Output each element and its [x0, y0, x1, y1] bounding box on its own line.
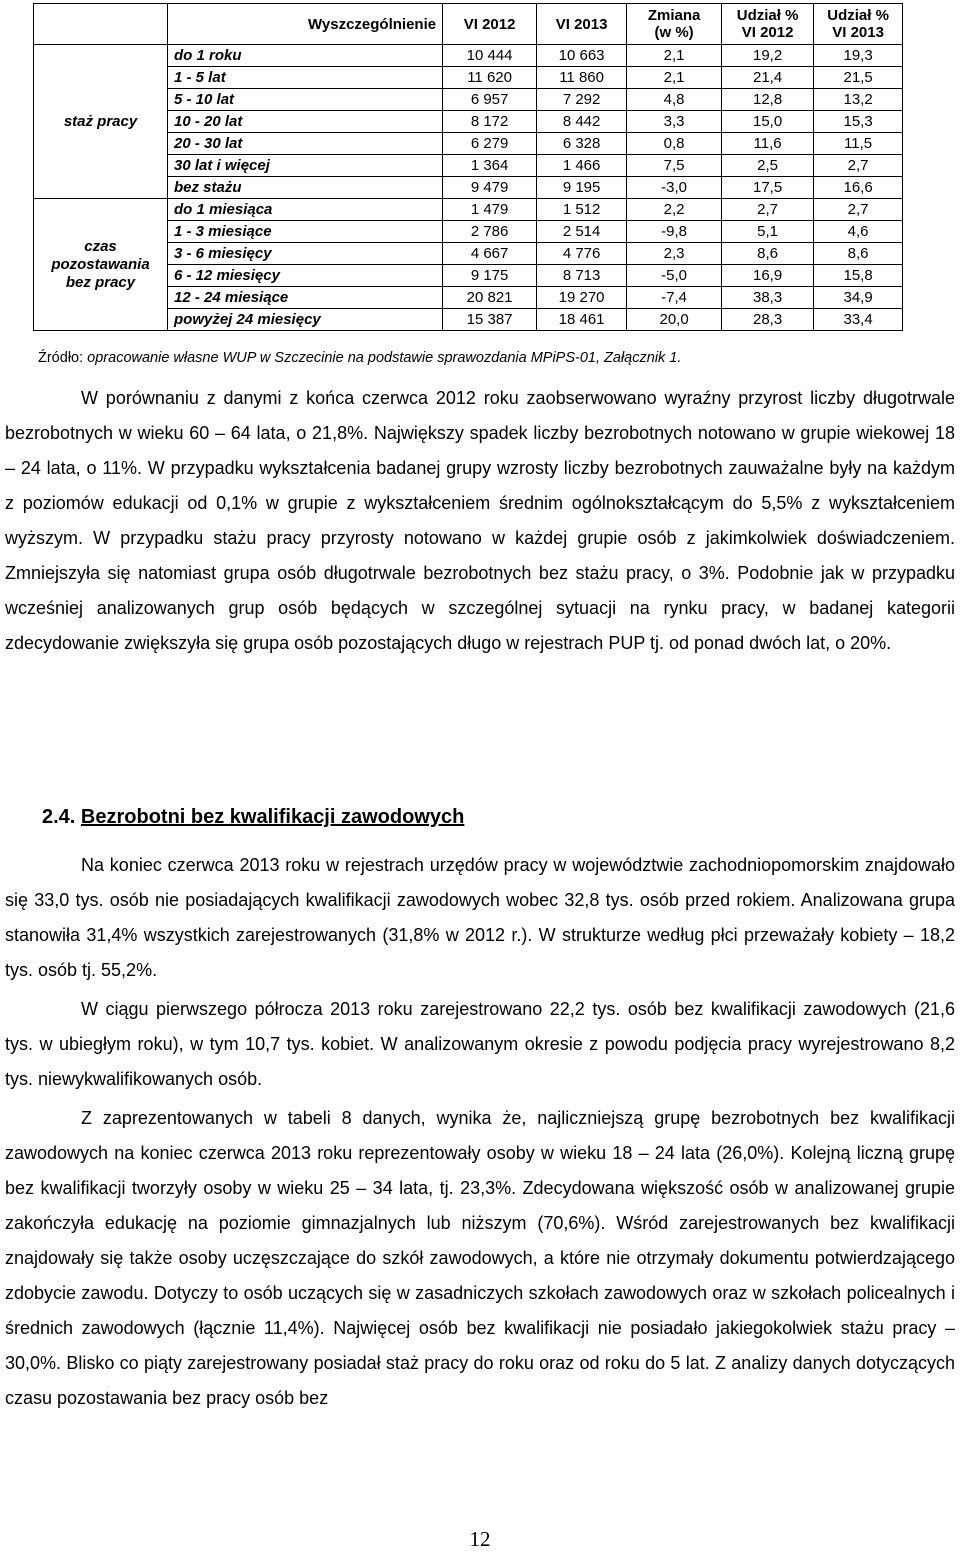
cell-share2013: 19,3: [814, 45, 903, 67]
header-blank-cell: [34, 4, 168, 45]
section-title: Bezrobotni bez kwalifikacji zawodowych: [80, 806, 465, 828]
header-vi2012: VI 2012: [443, 4, 537, 45]
source-text: opracowanie własne WUP w Szczecinie na podstawie sprawozdania MPiPS-01, Załącznik 1.: [83, 350, 682, 366]
row-label: 1 - 5 lat: [168, 67, 443, 89]
header-share2013: [814, 4, 903, 45]
row-label: 3 - 6 miesięcy: [168, 243, 443, 265]
paragraph-4: Z zaprezentowanych w tabeli 8 danych, wynika że, najliczniejszą grupę bezrobotnych bez kwalifikacji zawodowych na koniec czerwca 2013 roku reprezentowały osoby w wieku 18 – 24 lata (26,0%). Kolejną liczną grupę bez kwalifikacji tworzyły osoby w wieku 25 – 34 lata, tj. 23,3%. Zdecydowana większość osób w analizowanej grupie zakończyła edukację na poziomie gimnazjalnych lub niższym (70,6%). Wśród zarejestrowanych bez kwalifikacji znajdowały się także osoby uczęszczające do szkół zawodowych, a które nie otrzymały dokumentu potwierdzającego zdobycie zawodu. Dotyczy to osób uczących się w zasadniczych szkołach zawodowych oraz w szkołach policealnych i średnich zawodowych (łącznie 11,4%). Najwięcej osób bez kwalifikacji nie posiadało jakiegokolwiek stażu pracy – 30,0%. Blisko co piąty zarejestrowany posiadał staż pracy do roku oraz od roku do 5 lat. Z analizy danych dotyczących czasu pozostawania bez pracy osób bez: [5, 1108, 955, 1408]
group-label-staz-pracy: staż pracy: [34, 45, 168, 199]
cell-change: 2,2: [627, 199, 722, 221]
cell-share2012: 16,9: [722, 265, 814, 287]
cell-change: -7,4: [627, 287, 722, 309]
header-item: Wyszczególnienie: [168, 4, 443, 45]
header-share2012-line2: VI 2012: [741, 24, 794, 41]
cell-share2012: 11,6: [722, 133, 814, 155]
cell-vi2012: 8 172: [443, 111, 537, 133]
cell-vi2013: 8 713: [537, 265, 627, 287]
cell-vi2013: 18 461: [537, 309, 627, 331]
group-label-line1: czas: [84, 237, 117, 255]
cell-share2013: 33,4: [814, 309, 903, 331]
header-share2012-line1: Udział %: [736, 7, 799, 24]
cell-share2013: 15,3: [814, 111, 903, 133]
cell-vi2012: 2 786: [443, 221, 537, 243]
header-vi2013: VI 2013: [537, 4, 627, 45]
cell-change: 2,1: [627, 45, 722, 67]
paragraph-3: W ciągu pierwszego półrocza 2013 roku zarejestrowano 22,2 tys. osób bez kwalifikacji zawodowych (21,6 tys. w ubiegłym roku), w tym 10,7 tys. kobiet. W analizowanym okresie z powodu podjęcia pracy wyrejestrowano 8,2 tys. niewykwalifikowanych osób.: [5, 999, 955, 1089]
cell-share2013: 16,6: [814, 177, 903, 199]
cell-vi2012: 9 479: [443, 177, 537, 199]
cell-vi2013: 9 195: [537, 177, 627, 199]
group-label-line3: bez pracy: [65, 273, 136, 291]
cell-share2012: 8,6: [722, 243, 814, 265]
row-label: 5 - 10 lat: [168, 89, 443, 111]
cell-share2012: 2,5: [722, 155, 814, 177]
header-share2013-line2: VI 2013: [832, 24, 884, 41]
cell-share2012: 17,5: [722, 177, 814, 199]
cell-vi2013: 2 514: [537, 221, 627, 243]
table-row: [34, 199, 903, 221]
row-label: 30 lat i więcej: [168, 155, 443, 177]
cell-share2013: 4,6: [814, 221, 903, 243]
table-row: [34, 45, 903, 67]
cell-vi2012: 11 620: [443, 67, 537, 89]
cell-change: 2,3: [627, 243, 722, 265]
header-share2013-line1: Udział %: [827, 7, 889, 24]
cell-vi2013: 10 663: [537, 45, 627, 67]
cell-vi2012: 4 667: [443, 243, 537, 265]
group-label-czas-pozostawania: [34, 199, 168, 331]
page-number: 12: [469, 1527, 491, 1551]
cell-share2013: 2,7: [814, 155, 903, 177]
row-label: 12 - 24 miesiące: [168, 287, 443, 309]
cell-share2013: 2,7: [814, 199, 903, 221]
row-label: 10 - 20 lat: [168, 111, 443, 133]
cell-change: 4,8: [627, 89, 722, 111]
row-label: 1 - 3 miesiące: [168, 221, 443, 243]
cell-share2012: 19,2: [722, 45, 814, 67]
header-change-line1: Zmiana: [647, 7, 701, 24]
cell-vi2013: 1 512: [537, 199, 627, 221]
cell-change: 7,5: [627, 155, 722, 177]
cell-vi2012: 20 821: [443, 287, 537, 309]
table-source-note: [38, 350, 681, 366]
cell-share2012: 5,1: [722, 221, 814, 243]
cell-share2012: 38,3: [722, 287, 814, 309]
cell-vi2013: 4 776: [537, 243, 627, 265]
row-label: 20 - 30 lat: [168, 133, 443, 155]
cell-vi2013: 19 270: [537, 287, 627, 309]
cell-share2013: 15,8: [814, 265, 903, 287]
cell-change: 20,0: [627, 309, 722, 331]
header-share2012: [722, 4, 814, 45]
cell-share2013: 34,9: [814, 287, 903, 309]
cell-change: 3,3: [627, 111, 722, 133]
row-label: powyżej 24 miesięcy: [168, 309, 443, 331]
cell-change: 0,8: [627, 133, 722, 155]
cell-share2012: 28,3: [722, 309, 814, 331]
row-label: do 1 miesiąca: [168, 199, 443, 221]
cell-vi2012: 6 957: [443, 89, 537, 111]
cell-share2013: 13,2: [814, 89, 903, 111]
cell-vi2012: 6 279: [443, 133, 537, 155]
cell-share2013: 21,5: [814, 67, 903, 89]
row-label: 6 - 12 miesięcy: [168, 265, 443, 287]
cell-vi2013: 7 292: [537, 89, 627, 111]
source-prefix: Źródło:: [38, 350, 84, 366]
cell-vi2013: 1 466: [537, 155, 627, 177]
cell-vi2012: 1 364: [443, 155, 537, 177]
cell-share2012: 12,8: [722, 89, 814, 111]
header-change: [627, 4, 722, 45]
cell-share2012: 15,0: [722, 111, 814, 133]
cell-share2012: 2,7: [722, 199, 814, 221]
cell-share2012: 21,4: [722, 67, 814, 89]
cell-share2013: 8,6: [814, 243, 903, 265]
cell-vi2012: 10 444: [443, 45, 537, 67]
cell-vi2013: 8 442: [537, 111, 627, 133]
header-change-line2: (w %): [654, 24, 694, 41]
cell-change: 2,1: [627, 67, 722, 89]
section-heading: [42, 806, 464, 829]
paragraph-1: W porównaniu z danymi z końca czerwca 2012 roku zaobserwowano wyraźny przyrost liczby długotrwale bezrobotnych w wieku 60 – 64 lata, o 21,8%. Największy spadek liczby bezrobotnych notowano w grupie wiekowej 18 – 24 lata, o 11%. W przypadku wykształcenia badanej grupy wzrosty liczby bezrobotnych zauważalne były na każdym z poziomów edukacji od 0,1% w grupie z wykształceniem średnim ogólnokształcącym do 5,5% z wykształceniem wyższym. W przypadku stażu pracy przyrosty notowano w każdej grupie osób z jakimkolwiek doświadczeniem. Zmniejszyła się natomiast grupa osób długotrwale bezrobotnych bez stażu pracy, o 3%. Podobnie jak w przypadku wcześniej analizowanych grup osób będących w szczególnej sytuacji na rynku pracy, w badanej kategorii zdecydowanie zwiększyła się grupa osób pozostających długo w rejestrach PUP tj. od ponad dwóch lat, o 20%.: [5, 388, 955, 653]
cell-change: -3,0: [627, 177, 722, 199]
cell-vi2012: 1 479: [443, 199, 537, 221]
group-label-line2: pozostawania: [51, 255, 150, 273]
cell-share2013: 11,5: [814, 133, 903, 155]
cell-change: -5,0: [627, 265, 722, 287]
row-label: do 1 roku: [168, 45, 443, 67]
table-header-row: [34, 4, 903, 45]
paragraph-2: Na koniec czerwca 2013 roku w rejestrach urzędów pracy w województwie zachodniopomorskim znajdowało się 33,0 tys. osób nie posiadających kwalifikacji zawodowych wobec 32,8 tys. osób przed rokiem. Analizowana grupa stanowiła 31,4% wszystkich zarejestrowanych (31,8% w 2012 r.). W strukturze według płci przeważały kobiety – 18,2 tys. osób tj. 55,2%.: [5, 855, 955, 980]
cell-vi2013: 6 328: [537, 133, 627, 155]
cell-vi2013: 11 860: [537, 67, 627, 89]
cell-vi2012: 15 387: [443, 309, 537, 331]
data-table: [33, 3, 903, 331]
section-number: 2.4.: [42, 806, 76, 828]
cell-change: -9,8: [627, 221, 722, 243]
row-label: bez stażu: [168, 177, 443, 199]
cell-vi2012: 9 175: [443, 265, 537, 287]
